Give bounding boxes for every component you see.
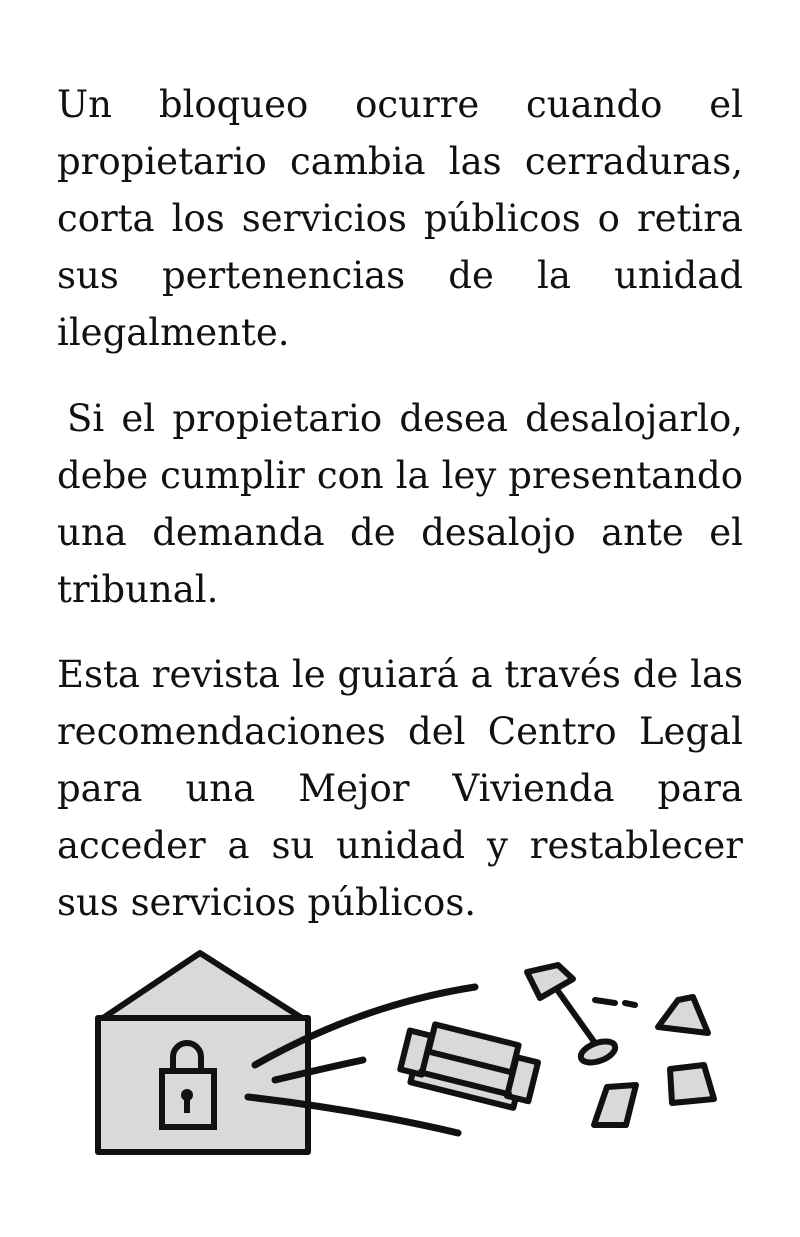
box-icon (594, 997, 714, 1125)
lockout-illustration (80, 945, 740, 1170)
paragraph-eviction-lawsuit: Si el propietario desea desalojarlo, debe cumplir con la ley presentando una demanda de desalojo ante el tribunal. (57, 397, 743, 611)
couch-icon (398, 1019, 541, 1111)
lamp-icon (527, 965, 618, 1067)
paragraph-lockout-definition: Un bloqueo ocurre cuando el propietario cambia las cerraduras, corta los servicios públicos o retira sus pertenencias de la unidad ilegalmente. (57, 83, 743, 354)
paragraph-magazine-guide: Esta revista le guiará a través de las recomendaciones del Centro Legal para una Mejor Vivienda para acceder a su unidad y restablecer sus servicios públicos. (57, 653, 743, 924)
